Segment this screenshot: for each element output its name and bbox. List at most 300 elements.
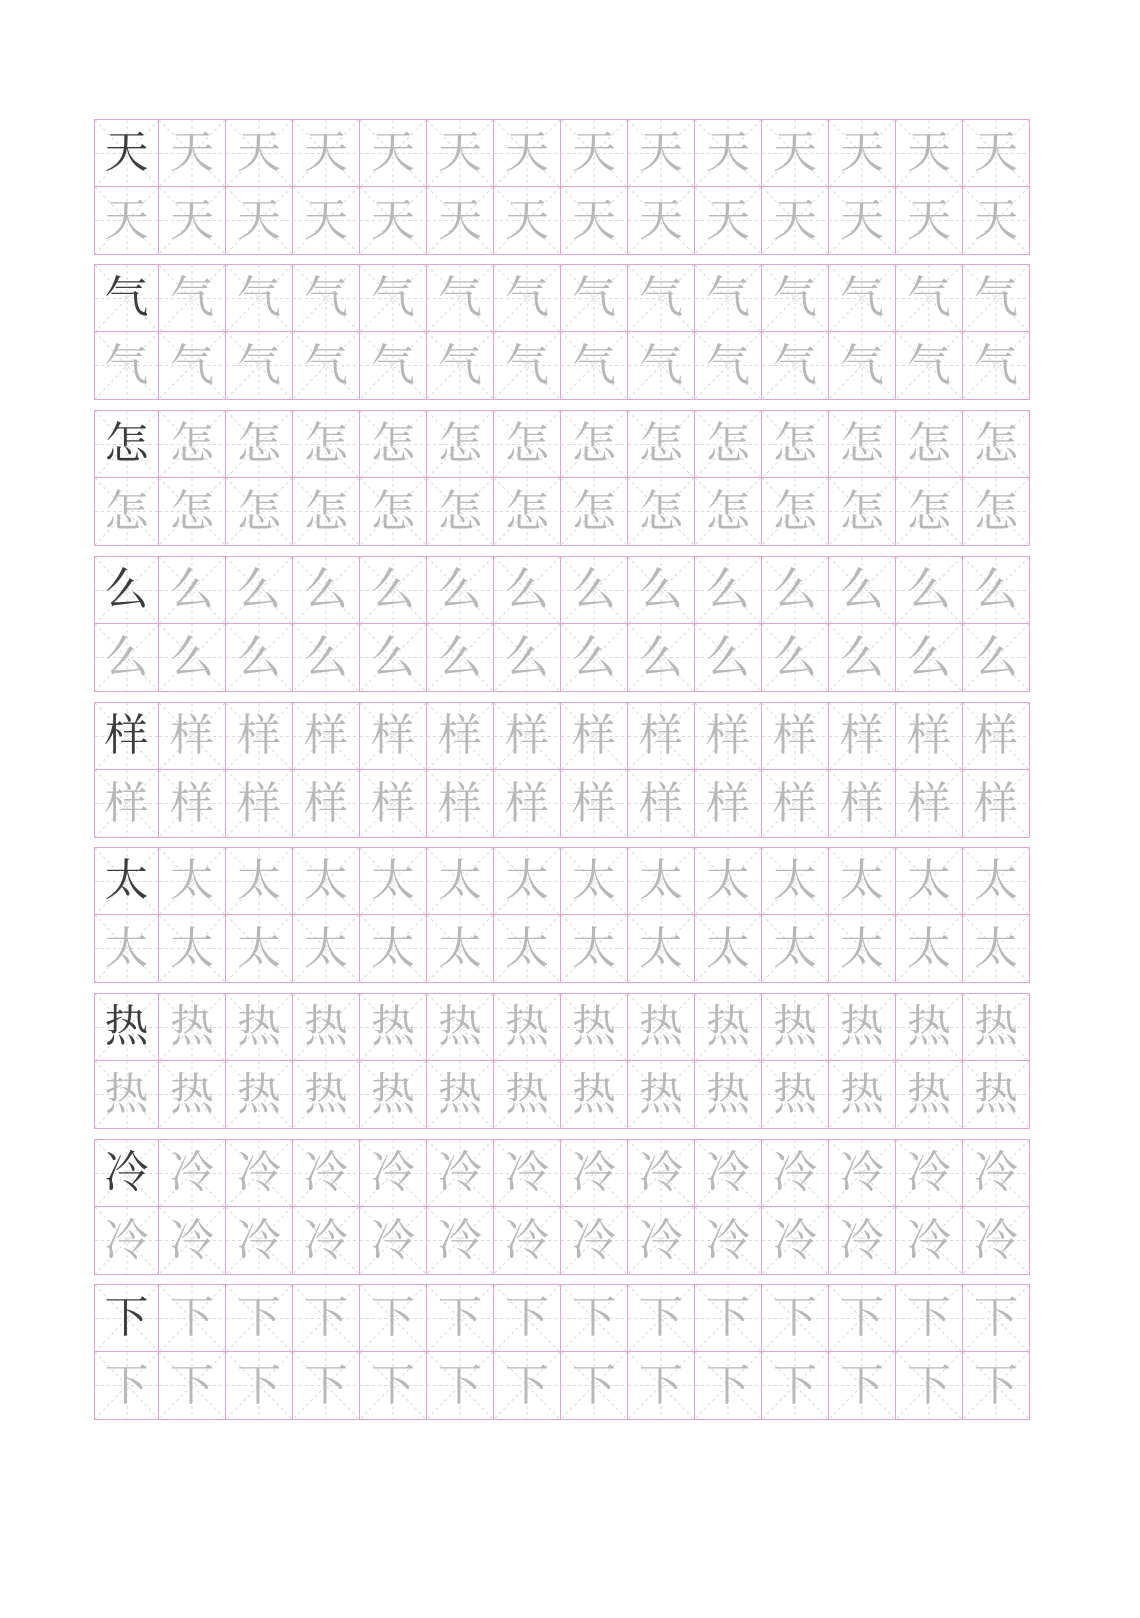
- practice-cell[interactable]: [628, 847, 695, 915]
- practice-cell[interactable]: [94, 1061, 159, 1129]
- practice-cell[interactable]: [94, 478, 159, 546]
- practice-cell[interactable]: [360, 1207, 427, 1275]
- practice-cell[interactable]: [494, 1284, 561, 1352]
- trace-character: 怎: [840, 418, 884, 469]
- practice-cell[interactable]: [896, 624, 963, 692]
- practice-cell[interactable]: [427, 264, 494, 332]
- practice-cell[interactable]: [293, 332, 360, 400]
- practice-cell[interactable]: [293, 915, 360, 983]
- practice-cell[interactable]: [226, 1061, 293, 1129]
- practice-cell[interactable]: [695, 1352, 762, 1420]
- practice-cell[interactable]: [293, 1284, 360, 1352]
- practice-cell[interactable]: [762, 915, 829, 983]
- practice-cell[interactable]: [94, 187, 159, 255]
- practice-cell[interactable]: [561, 624, 628, 692]
- practice-cell[interactable]: [829, 993, 896, 1061]
- practice-cell[interactable]: [695, 847, 762, 915]
- trace-character: 天: [706, 194, 750, 246]
- practice-cell[interactable]: [695, 1284, 762, 1352]
- model-cell[interactable]: [94, 119, 159, 187]
- practice-cell[interactable]: [293, 1061, 360, 1129]
- trace-character: 下: [438, 1292, 482, 1343]
- practice-cell[interactable]: [159, 624, 226, 692]
- practice-cell[interactable]: [829, 847, 896, 915]
- practice-cell[interactable]: [94, 332, 159, 400]
- model-cell[interactable]: [94, 702, 159, 770]
- practice-cell[interactable]: [963, 187, 1030, 255]
- practice-cell[interactable]: [561, 187, 628, 255]
- practice-cell[interactable]: [360, 119, 427, 187]
- practice-cell[interactable]: [963, 332, 1030, 400]
- practice-cell[interactable]: [159, 410, 226, 478]
- practice-cell[interactable]: [695, 264, 762, 332]
- practice-cell[interactable]: [293, 847, 360, 915]
- practice-cell[interactable]: [360, 702, 427, 770]
- practice-cell[interactable]: [494, 119, 561, 187]
- trace-character: 冷: [505, 1147, 549, 1198]
- practice-cell[interactable]: [762, 993, 829, 1061]
- practice-cell[interactable]: [226, 993, 293, 1061]
- practice-cell[interactable]: [963, 556, 1030, 624]
- practice-cell[interactable]: [360, 915, 427, 983]
- practice-cell[interactable]: [94, 624, 159, 692]
- trace-character: 天: [974, 194, 1018, 246]
- practice-cell[interactable]: [427, 1139, 494, 1207]
- practice-cell[interactable]: [360, 770, 427, 838]
- practice-cell[interactable]: [159, 264, 226, 332]
- trace-character: 样: [104, 777, 149, 829]
- practice-cell[interactable]: [293, 556, 360, 624]
- practice-cell[interactable]: [628, 264, 695, 332]
- practice-cell[interactable]: [159, 1284, 226, 1352]
- practice-cell[interactable]: [293, 770, 360, 838]
- practice-cell[interactable]: [695, 1139, 762, 1207]
- trace-character: 天: [438, 194, 482, 246]
- practice-cell[interactable]: [896, 847, 963, 915]
- practice-cell[interactable]: [494, 1139, 561, 1207]
- practice-cell[interactable]: [494, 702, 561, 770]
- trace-character: 天: [304, 194, 348, 246]
- trace-character: 热: [639, 1068, 683, 1120]
- practice-cell[interactable]: [159, 770, 226, 838]
- practice-cell[interactable]: [829, 1352, 896, 1420]
- practice-cell[interactable]: [963, 1139, 1030, 1207]
- practice-cell[interactable]: [561, 332, 628, 400]
- practice-cell[interactable]: [963, 847, 1030, 915]
- trace-character: 太: [438, 922, 482, 974]
- practice-cell[interactable]: [561, 915, 628, 983]
- practice-cell[interactable]: [829, 1207, 896, 1275]
- model-cell[interactable]: [94, 264, 159, 332]
- trace-character: 下: [840, 1292, 884, 1343]
- practice-cell[interactable]: [494, 478, 561, 546]
- practice-cell[interactable]: [293, 624, 360, 692]
- practice-cell[interactable]: [963, 993, 1030, 1061]
- practice-cell[interactable]: [628, 1284, 695, 1352]
- practice-cell[interactable]: [829, 624, 896, 692]
- practice-cell[interactable]: [695, 624, 762, 692]
- practice-cell[interactable]: [896, 915, 963, 983]
- practice-cell[interactable]: [963, 915, 1030, 983]
- practice-cell[interactable]: [360, 264, 427, 332]
- practice-cell[interactable]: [159, 702, 226, 770]
- practice-cell[interactable]: [561, 702, 628, 770]
- model-cell[interactable]: [94, 1139, 159, 1207]
- practice-cell[interactable]: [628, 187, 695, 255]
- practice-cell[interactable]: [360, 410, 427, 478]
- trace-character: 么: [505, 631, 549, 683]
- practice-cell[interactable]: [494, 1352, 561, 1420]
- trace-character: 冷: [840, 1147, 884, 1198]
- practice-cell[interactable]: [494, 993, 561, 1061]
- practice-row: [94, 1352, 1030, 1420]
- practice-cell[interactable]: [494, 187, 561, 255]
- practice-cell[interactable]: [427, 478, 494, 546]
- practice-cell[interactable]: [293, 119, 360, 187]
- trace-character: 天: [572, 127, 616, 178]
- practice-cell[interactable]: [963, 410, 1030, 478]
- trace-character: 气: [371, 272, 415, 323]
- practice-cell[interactable]: [360, 993, 427, 1061]
- trace-character: 么: [773, 631, 817, 683]
- practice-cell[interactable]: [159, 1061, 226, 1129]
- practice-cell[interactable]: [494, 332, 561, 400]
- practice-cell[interactable]: [427, 770, 494, 838]
- practice-cell[interactable]: [293, 1139, 360, 1207]
- practice-cell[interactable]: [226, 702, 293, 770]
- practice-cell[interactable]: [293, 993, 360, 1061]
- practice-cell[interactable]: [561, 993, 628, 1061]
- practice-cell[interactable]: [427, 993, 494, 1061]
- practice-cell[interactable]: [360, 1284, 427, 1352]
- practice-cell[interactable]: [963, 264, 1030, 332]
- practice-cell[interactable]: [561, 410, 628, 478]
- practice-cell[interactable]: [896, 1284, 963, 1352]
- practice-cell[interactable]: [628, 1207, 695, 1275]
- practice-cell[interactable]: [762, 770, 829, 838]
- practice-cell[interactable]: [829, 1139, 896, 1207]
- trace-character: 天: [505, 194, 549, 246]
- practice-cell[interactable]: [762, 847, 829, 915]
- practice-cell[interactable]: [561, 770, 628, 838]
- trace-character: 气: [639, 339, 683, 391]
- trace-character: 气: [840, 339, 884, 391]
- model-cell[interactable]: [94, 993, 159, 1061]
- practice-cell[interactable]: [695, 993, 762, 1061]
- practice-cell[interactable]: [159, 478, 226, 546]
- practice-cell[interactable]: [896, 1139, 963, 1207]
- practice-cell[interactable]: [494, 1061, 561, 1129]
- practice-cell[interactable]: [561, 1284, 628, 1352]
- model-cell[interactable]: [94, 556, 159, 624]
- model-cell[interactable]: [94, 410, 159, 478]
- practice-cell[interactable]: [159, 187, 226, 255]
- practice-cell[interactable]: [695, 556, 762, 624]
- practice-cell[interactable]: [896, 264, 963, 332]
- practice-cell[interactable]: [293, 1352, 360, 1420]
- practice-row: [94, 702, 1030, 770]
- practice-cell[interactable]: [695, 1207, 762, 1275]
- practice-cell[interactable]: [762, 556, 829, 624]
- practice-cell[interactable]: [762, 1061, 829, 1129]
- practice-cell[interactable]: [762, 1352, 829, 1420]
- practice-cell[interactable]: [561, 1352, 628, 1420]
- practice-cell[interactable]: [762, 1284, 829, 1352]
- practice-cell[interactable]: [628, 702, 695, 770]
- practice-cell[interactable]: [628, 478, 695, 546]
- practice-cell[interactable]: [829, 770, 896, 838]
- practice-cell[interactable]: [829, 1061, 896, 1129]
- practice-cell[interactable]: [293, 264, 360, 332]
- practice-cell[interactable]: [226, 410, 293, 478]
- practice-cell[interactable]: [226, 187, 293, 255]
- practice-cell[interactable]: [360, 1139, 427, 1207]
- practice-cell[interactable]: [561, 556, 628, 624]
- trace-character: 天: [974, 127, 1018, 178]
- practice-cell[interactable]: [226, 847, 293, 915]
- practice-cell[interactable]: [427, 332, 494, 400]
- practice-cell[interactable]: [159, 119, 226, 187]
- practice-cell[interactable]: [963, 624, 1030, 692]
- practice-cell[interactable]: [494, 410, 561, 478]
- practice-cell[interactable]: [896, 1207, 963, 1275]
- practice-cell[interactable]: [159, 1352, 226, 1420]
- trace-character: 热: [706, 1068, 750, 1120]
- practice-cell[interactable]: [293, 702, 360, 770]
- practice-cell[interactable]: [829, 119, 896, 187]
- practice-cell[interactable]: [695, 119, 762, 187]
- model-cell[interactable]: [94, 1284, 159, 1352]
- practice-cell[interactable]: [896, 556, 963, 624]
- practice-cell[interactable]: [427, 1352, 494, 1420]
- practice-cell[interactable]: [829, 332, 896, 400]
- practice-cell[interactable]: [896, 332, 963, 400]
- trace-character: 下: [974, 1292, 1018, 1343]
- practice-cell[interactable]: [360, 624, 427, 692]
- practice-cell[interactable]: [94, 1352, 159, 1420]
- practice-cell[interactable]: [762, 1139, 829, 1207]
- trace-character: 怎: [840, 485, 884, 537]
- practice-row: [94, 556, 1030, 624]
- practice-cell[interactable]: [293, 478, 360, 546]
- practice-cell[interactable]: [695, 410, 762, 478]
- practice-cell[interactable]: [360, 332, 427, 400]
- practice-cell[interactable]: [695, 332, 762, 400]
- practice-cell[interactable]: [159, 993, 226, 1061]
- character-block: [94, 1139, 1030, 1275]
- practice-cell[interactable]: [494, 624, 561, 692]
- trace-character: 热: [773, 1001, 817, 1052]
- practice-cell[interactable]: [360, 556, 427, 624]
- practice-cell[interactable]: [561, 847, 628, 915]
- practice-cell[interactable]: [829, 702, 896, 770]
- practice-cell[interactable]: [695, 702, 762, 770]
- trace-character: 么: [170, 564, 214, 615]
- practice-cell[interactable]: [159, 1207, 226, 1275]
- practice-cell[interactable]: [226, 556, 293, 624]
- practice-cell[interactable]: [561, 1207, 628, 1275]
- model-character: 样: [104, 710, 149, 761]
- trace-character: 气: [304, 339, 348, 391]
- practice-cell[interactable]: [494, 915, 561, 983]
- practice-cell[interactable]: [963, 1061, 1030, 1129]
- practice-cell[interactable]: [628, 1352, 695, 1420]
- practice-cell[interactable]: [896, 702, 963, 770]
- practice-cell[interactable]: [762, 264, 829, 332]
- practice-cell[interactable]: [360, 478, 427, 546]
- trace-character: 天: [639, 194, 683, 246]
- practice-cell[interactable]: [762, 478, 829, 546]
- practice-cell[interactable]: [762, 410, 829, 478]
- practice-cell[interactable]: [561, 1061, 628, 1129]
- practice-cell[interactable]: [427, 556, 494, 624]
- practice-cell[interactable]: [226, 1352, 293, 1420]
- practice-cell[interactable]: [427, 915, 494, 983]
- trace-character: 太: [104, 922, 149, 974]
- practice-cell[interactable]: [226, 119, 293, 187]
- practice-cell[interactable]: [561, 119, 628, 187]
- practice-cell[interactable]: [360, 187, 427, 255]
- practice-cell[interactable]: [762, 119, 829, 187]
- practice-cell[interactable]: [293, 410, 360, 478]
- practice-cell[interactable]: [427, 410, 494, 478]
- practice-cell[interactable]: [94, 1207, 159, 1275]
- practice-cell[interactable]: [628, 1139, 695, 1207]
- trace-character: 太: [706, 922, 750, 974]
- practice-cell[interactable]: [829, 264, 896, 332]
- practice-cell[interactable]: [695, 187, 762, 255]
- practice-cell[interactable]: [226, 624, 293, 692]
- practice-cell[interactable]: [762, 624, 829, 692]
- practice-cell[interactable]: [762, 1207, 829, 1275]
- practice-cell[interactable]: [829, 1284, 896, 1352]
- trace-character: 气: [907, 339, 951, 391]
- practice-cell[interactable]: [896, 187, 963, 255]
- practice-cell[interactable]: [427, 1284, 494, 1352]
- practice-cell[interactable]: [226, 1207, 293, 1275]
- practice-cell[interactable]: [628, 915, 695, 983]
- practice-cell[interactable]: [360, 847, 427, 915]
- practice-cell[interactable]: [829, 556, 896, 624]
- practice-cell[interactable]: [762, 702, 829, 770]
- practice-cell[interactable]: [226, 332, 293, 400]
- practice-cell[interactable]: [963, 1207, 1030, 1275]
- practice-cell[interactable]: [963, 770, 1030, 838]
- practice-cell[interactable]: [226, 1139, 293, 1207]
- practice-cell[interactable]: [360, 1352, 427, 1420]
- trace-character: 样: [572, 777, 616, 829]
- practice-cell[interactable]: [896, 1352, 963, 1420]
- trace-character: 下: [304, 1359, 348, 1411]
- practice-cell[interactable]: [963, 1284, 1030, 1352]
- practice-cell[interactable]: [159, 1139, 226, 1207]
- practice-cell[interactable]: [628, 993, 695, 1061]
- practice-cell[interactable]: [159, 847, 226, 915]
- practice-cell[interactable]: [628, 119, 695, 187]
- practice-cell[interactable]: [561, 264, 628, 332]
- practice-cell[interactable]: [695, 478, 762, 546]
- practice-cell[interactable]: [896, 119, 963, 187]
- practice-cell[interactable]: [561, 478, 628, 546]
- practice-cell[interactable]: [360, 1061, 427, 1129]
- practice-cell[interactable]: [628, 410, 695, 478]
- practice-cell[interactable]: [494, 847, 561, 915]
- practice-cell[interactable]: [829, 187, 896, 255]
- practice-cell[interactable]: [829, 478, 896, 546]
- practice-cell[interactable]: [94, 770, 159, 838]
- practice-cell[interactable]: [226, 478, 293, 546]
- trace-character: 冷: [304, 1214, 348, 1266]
- practice-cell[interactable]: [628, 1061, 695, 1129]
- trace-character: 下: [639, 1292, 683, 1343]
- practice-cell[interactable]: [427, 187, 494, 255]
- trace-character: 怎: [639, 418, 683, 469]
- practice-cell[interactable]: [494, 556, 561, 624]
- practice-cell[interactable]: [628, 770, 695, 838]
- practice-cell[interactable]: [695, 915, 762, 983]
- practice-cell[interactable]: [695, 770, 762, 838]
- practice-cell[interactable]: [896, 1061, 963, 1129]
- trace-character: 么: [572, 631, 616, 683]
- trace-character: 怎: [572, 485, 616, 537]
- practice-cell[interactable]: [494, 1207, 561, 1275]
- practice-cell[interactable]: [293, 1207, 360, 1275]
- practice-cell[interactable]: [159, 332, 226, 400]
- trace-character: 热: [304, 1001, 348, 1052]
- practice-cell[interactable]: [963, 478, 1030, 546]
- practice-cell[interactable]: [628, 624, 695, 692]
- practice-cell[interactable]: [829, 410, 896, 478]
- trace-character: 怎: [505, 485, 549, 537]
- practice-cell[interactable]: [427, 119, 494, 187]
- trace-character: 么: [170, 631, 214, 683]
- practice-cell[interactable]: [896, 478, 963, 546]
- practice-cell[interactable]: [695, 1061, 762, 1129]
- practice-cell[interactable]: [628, 332, 695, 400]
- practice-cell[interactable]: [427, 1207, 494, 1275]
- practice-cell[interactable]: [963, 119, 1030, 187]
- practice-cell[interactable]: [896, 770, 963, 838]
- practice-cell[interactable]: [896, 993, 963, 1061]
- practice-cell[interactable]: [226, 1284, 293, 1352]
- practice-cell[interactable]: [762, 332, 829, 400]
- practice-cell[interactable]: [94, 915, 159, 983]
- practice-cell[interactable]: [963, 1352, 1030, 1420]
- practice-cell[interactable]: [226, 264, 293, 332]
- practice-cell[interactable]: [762, 187, 829, 255]
- practice-cell[interactable]: [494, 264, 561, 332]
- practice-cell[interactable]: [159, 915, 226, 983]
- practice-cell[interactable]: [427, 624, 494, 692]
- practice-cell[interactable]: [628, 556, 695, 624]
- practice-cell[interactable]: [963, 702, 1030, 770]
- trace-character: 冷: [371, 1147, 415, 1198]
- practice-cell[interactable]: [561, 1139, 628, 1207]
- trace-character: 怎: [505, 418, 549, 469]
- practice-cell[interactable]: [896, 410, 963, 478]
- practice-cell[interactable]: [427, 1061, 494, 1129]
- model-cell[interactable]: [94, 847, 159, 915]
- practice-cell[interactable]: [293, 187, 360, 255]
- practice-cell[interactable]: [494, 770, 561, 838]
- practice-row: [94, 770, 1030, 838]
- practice-cell[interactable]: [427, 702, 494, 770]
- practice-cell[interactable]: [226, 770, 293, 838]
- practice-cell[interactable]: [427, 847, 494, 915]
- practice-cell[interactable]: [226, 915, 293, 983]
- practice-cell[interactable]: [829, 915, 896, 983]
- practice-cell[interactable]: [159, 556, 226, 624]
